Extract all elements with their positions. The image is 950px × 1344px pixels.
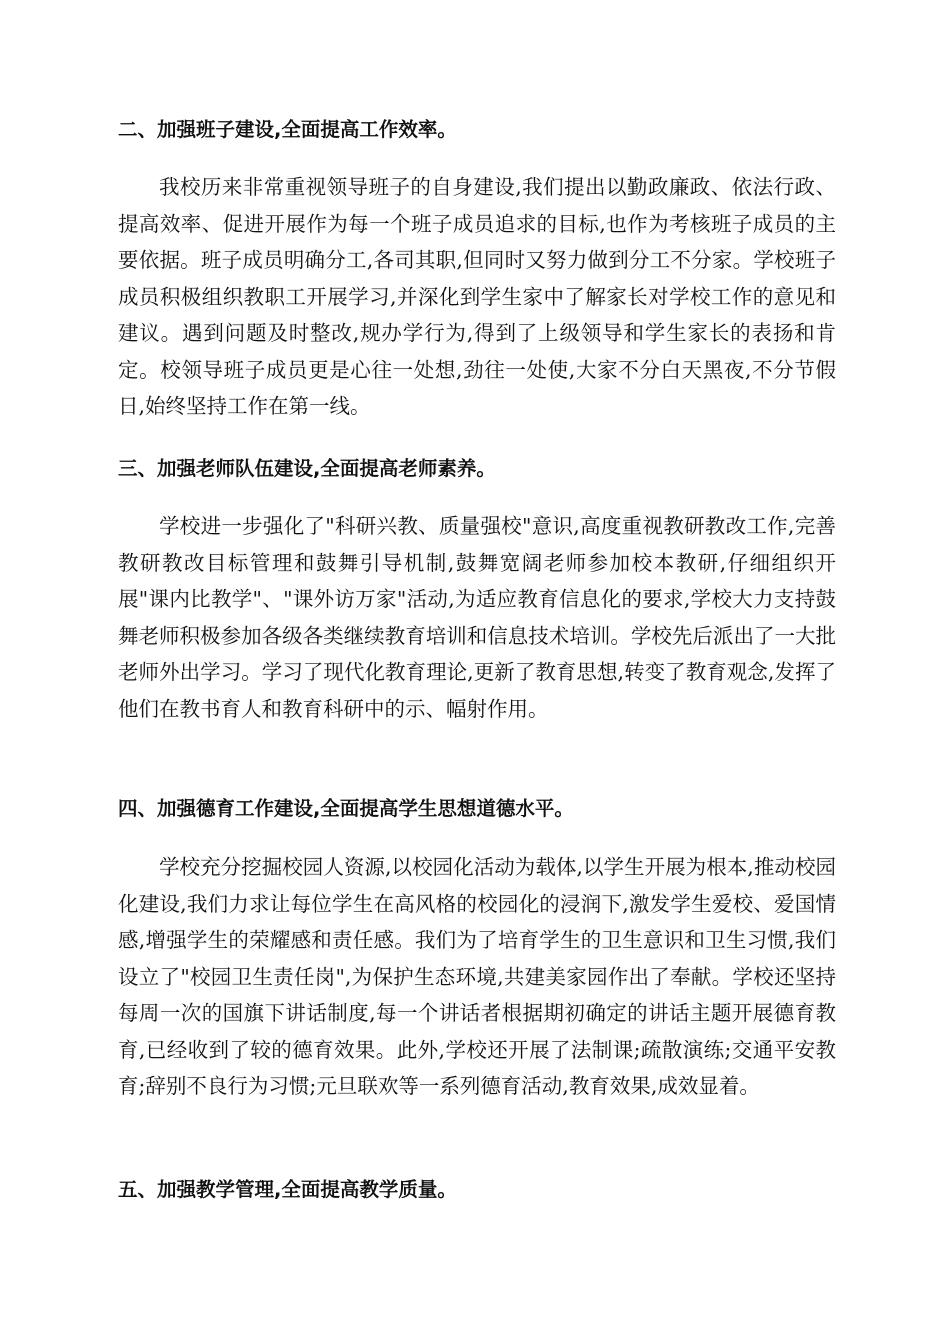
section-heading: 四、加强德育工作建设,全面提高学生思想道德水平。 xyxy=(118,797,574,820)
section-heading: 五、加强教学管理,全面提高教学质量。 xyxy=(118,1178,457,1201)
section-paragraph: 学校充分挖掘校园人资源,以校园化活动为载体,以学生开展为根本,推动校园化建设,我们力求让每位学生在高风格的校园化的浸润下,激发学生爱校、爱国情感,增强学生的荣耀感和责任感。我们为了培育学生的卫生意识和卫生习惯,我们设立了"校园卫生责任岗",为保护生态环境,共建美家园作出了奉献。学校还坚持每周一次的国旗下讲话制度,每一个讲话者根据期初确定的讲话主题开展德育教育,已经收到了较的德育效果。此外,学校还开展了法制课;疏散演练;交通平安教育;辞别不良行为习惯;元旦联欢等一系列德育活动,教育效果,成效显着。 xyxy=(118,855,836,1098)
section-paragraph: 我校历来非常重视领导班子的自身建设,我们提出以勤政廉政、依法行政、提高效率、促进开展作为每一个班子成员追求的目标,也作为考核班子成员的主要依据。班子成员明确分工,各司其职,但同时又努力做到分工不分家。学校班子成员积极组织教职工开展学习,并深化到学生家中了解家长对学校工作的意见和建议。遇到问题及时整改,规办学行为,得到了上级领导和学生家长的表扬和肯定。校领导班子成员更是心往一处想,劲往一处使,大家不分白天黑夜,不分节假日,始终坚持工作在第一线。 xyxy=(118,175,836,418)
section-heading: 二、加强班子建设,全面提高工作效率。 xyxy=(118,118,457,141)
section-heading: 三、加强老师队伍建设,全面提高老师素养。 xyxy=(118,457,496,480)
section-paragraph: 学校进一步强化了"科研兴教、质量强校"意识,高度重视教研教改工作,完善教研教改目标管理和鼓舞引导机制,鼓舞宽阔老师参加校本教研,仔细组织开展"课内比教学"、"课外访万家"活动,为适应教育信息化的要求,学校大力支持鼓舞老师积极参加各级各类继续教育培训和信息技术培训。学校先后派出了一大批老师外出学习。学习了现代化教育理论,更新了教育思想,转变了教育观念,发挥了他们在教书育人和教育科研中的示、幅射作用。 xyxy=(118,514,836,721)
